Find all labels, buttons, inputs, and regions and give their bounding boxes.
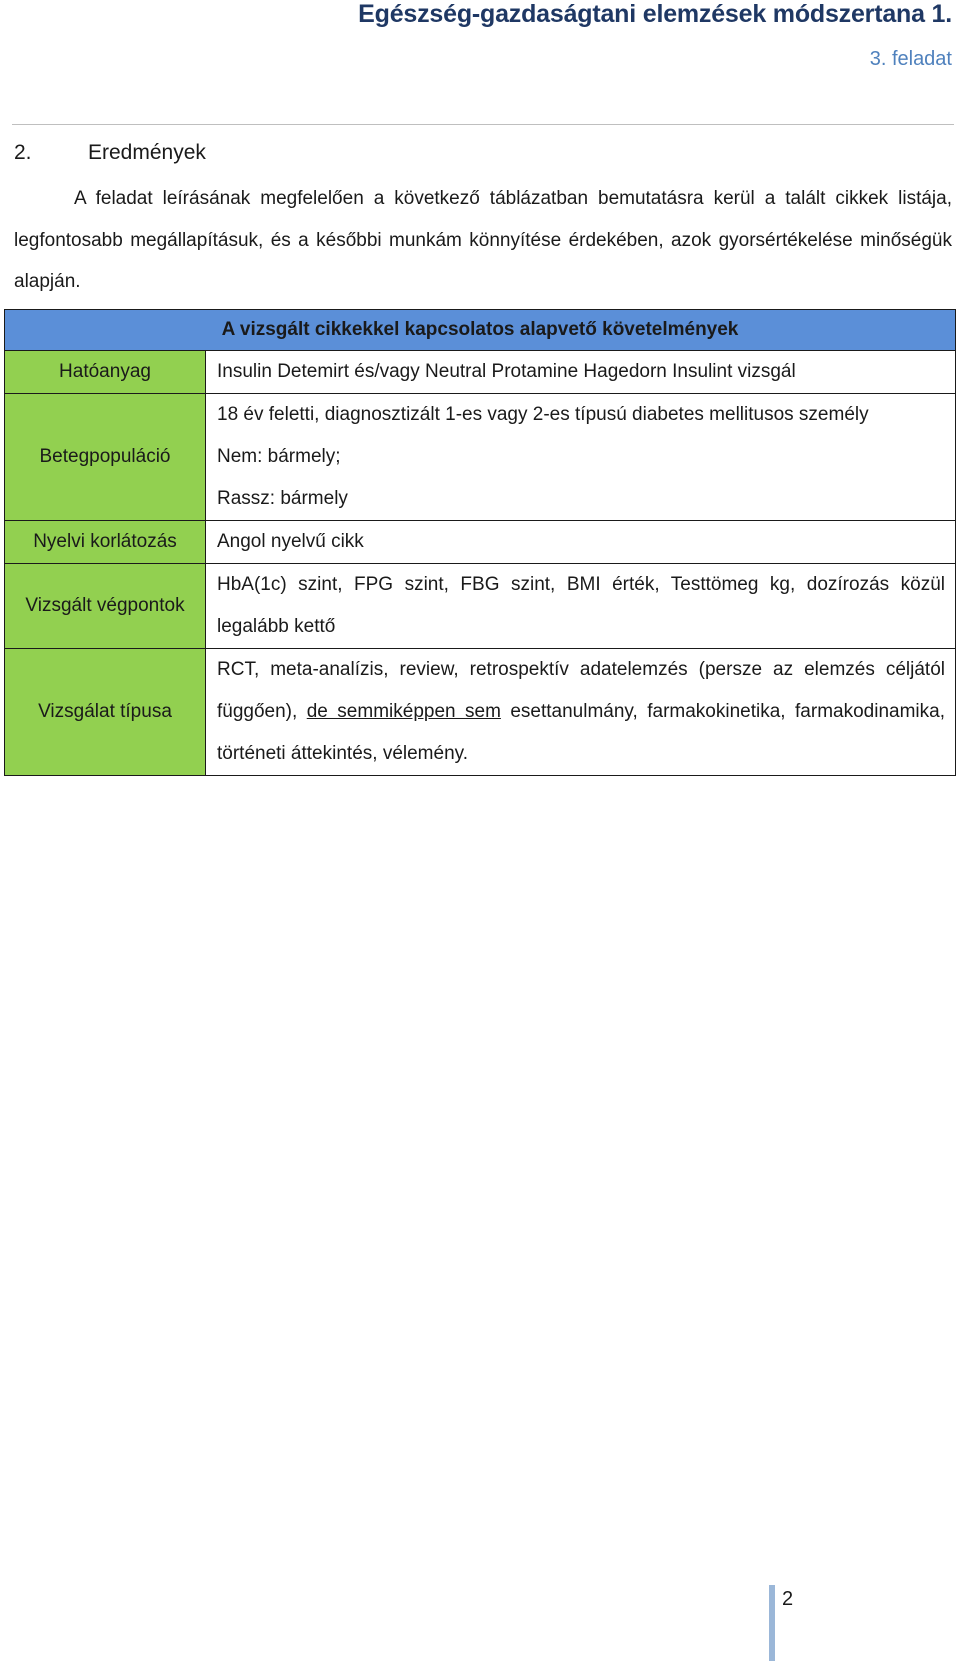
value-line: HbA(1c) szint, FPG szint, FBG szint, BMI érték, Testtömeg kg, dozírozás közül legalább kettő	[217, 574, 945, 637]
table-row	[5, 394, 956, 521]
page-number-bar	[769, 1585, 775, 1661]
row-value	[206, 351, 956, 394]
intro-paragraph: A feladat leírásának megfelelően a következő táblázatban bemutatásra kerül a talált cikkek listája, legfontosabb megállapításuk, és a későbbi munkám könnyítése érdekében, azok gyorsértékelése minőségük alapján.	[14, 188, 952, 292]
value-line: Angol nyelvű cikk	[217, 531, 364, 552]
row-label: Betegpopuláció	[5, 394, 206, 521]
table-row	[5, 521, 956, 564]
value-text-underlined: de semmiképpen sem	[306, 701, 501, 722]
section-number: 2.	[14, 141, 32, 164]
page-number: 2	[782, 1588, 794, 1610]
row-value	[206, 564, 956, 649]
row-label: Vizsgálat típusa	[5, 649, 206, 776]
value-line: Rassz: bármely	[217, 488, 348, 509]
table-title-row	[5, 310, 956, 351]
page-header-title: Egészség-gazdaságtani elemzések módszertana 1.	[358, 0, 952, 28]
row-value	[206, 394, 956, 521]
row-label: Hatóanyag	[5, 351, 206, 394]
row-label: Vizsgált végpontok	[5, 564, 206, 649]
value-text: RCT, meta-analízis, review, retrospektív adatelemzés (persze az elemzés céljától függően),	[217, 659, 945, 722]
section-title: Eredmények	[88, 141, 206, 164]
section-heading	[14, 141, 206, 165]
table-title: A vizsgált cikkekkel kapcsolatos alapvető követelmények	[5, 310, 956, 351]
value-line: Insulin Detemirt és/vagy Neutral Protamine Hagedorn Insulint vizsgál	[217, 361, 796, 382]
header-divider	[12, 124, 954, 125]
table-row	[5, 351, 956, 394]
row-label: Nyelvi korlátozás	[5, 521, 206, 564]
value-line: Nem: bármely;	[217, 446, 341, 467]
value-line: 18 év feletti, diagnosztizált 1-es vagy 2-es típusú diabetes mellitusos személy	[217, 404, 869, 425]
requirements-table	[4, 309, 956, 776]
row-value	[206, 649, 956, 776]
page-header-subtitle: 3. feladat	[869, 48, 952, 70]
table-row	[5, 649, 956, 776]
row-value	[206, 521, 956, 564]
table-row	[5, 564, 956, 649]
value-text: esettanulmány, farmakokinetika, farmakodinamika, történeti áttekintés, vélemény.	[217, 701, 945, 764]
